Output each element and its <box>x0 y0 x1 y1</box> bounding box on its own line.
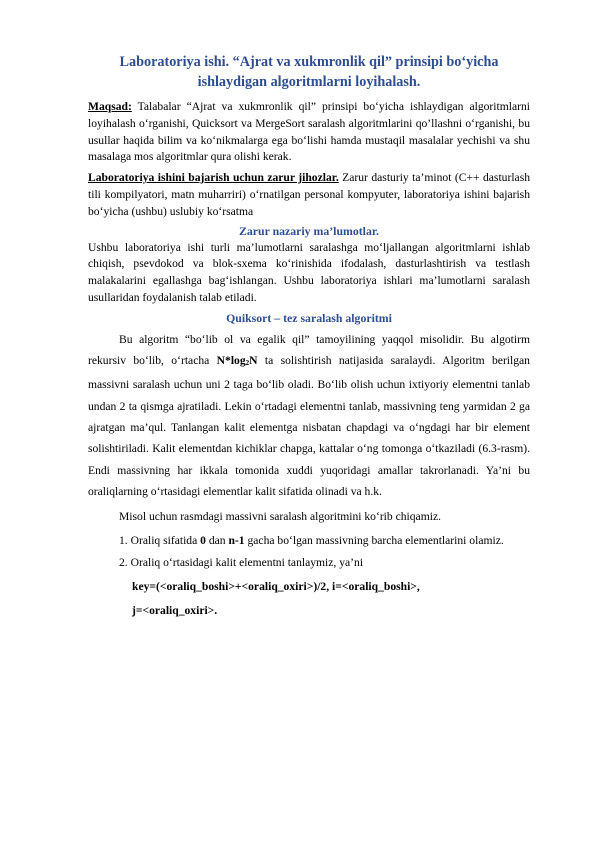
step1-text-c: dan <box>205 534 229 548</box>
document-title <box>88 52 530 92</box>
qs-text-before: Bu algoritm “bo‘lib ol va egalik qil” tamoyilining yaqqol misolidir. Bu algotirm rekursiv bo‘lib, o‘rtacha <box>88 332 530 368</box>
code-line-2: j=<oraliq_oxiri>. <box>132 604 218 618</box>
formula-part-a: N*log <box>216 354 246 368</box>
formula-part-b: N <box>249 354 258 368</box>
complexity-formula <box>217 354 258 367</box>
quicksort-heading: Quiksort – tez saralash algoritmi <box>226 310 392 325</box>
qs-text-after: ta solishtirish natijasida saralaydi. Algoritm berilgan massivni saralash uchun uni 2 taga bo‘lib oladi. Bo‘lib olish uchun ixtiyoriy elementni tanlab undan 2 ta qismga ajratiladi. Lekin o‘rtadagi elementni tanlab, massivning teng yarmidan 2 ga ajratgan ma’qul. Tanlangan kalit elementga nisbatan chapdagi va o‘ngdagi har bir element solishtiriladi. Kalit elementdan kichiklar chapga, kattalar o‘ng tomonga o‘tkaziladi (6.3-rasm). Endi massivning har ikkala tomonida xuddi yuqoridagi amallar takrorlanadi. Ya’ni bu oraliqlarning o‘rtasidagi elementlar kalit sifatida olinadi va h.k. <box>88 354 530 498</box>
step1-end-index: n-1 <box>228 534 245 548</box>
step-1 <box>88 530 530 551</box>
nazariy-heading: Zarur nazariy ma’lumotlar. <box>239 223 379 238</box>
jihozlar-text: Zarur dasturiy ta’minot (C++ dasturlash tili kompilyatori, matn muharriri) o‘rnatilgan personal kompyuter, laboratoriya ishini bajarish bo‘yicha (ushbu) uslubiy ko‘rsatma <box>88 171 530 218</box>
step1-start-index: 0 <box>200 534 206 548</box>
step-2: 2. Oraliq o‘rtasidagi kalit elementni tanlaymiz, ya’ni <box>119 555 364 569</box>
step1-text-a: 1. Oraliq sifatida <box>119 534 201 548</box>
title-line-1: Laboratoriya ishi. “Ajrat va xukmronlik qil” prinsipi bo‘yicha <box>119 54 499 70</box>
title-line-2: ishlaydigan algoritmlarni loyihalash. <box>197 74 421 90</box>
maqsad-label: Maqsad: <box>88 100 132 113</box>
document-page <box>88 52 530 622</box>
example-paragraph: Misol uchun rasmdagi massivni saralash algoritmini ko‘rib chiqamiz. <box>119 510 441 524</box>
code-line-1: key=(<oraliq_boshi>+<oraliq_oxiri>)/2, i=<oraliq_boshi>, <box>132 580 420 594</box>
step1-text-e: gacha bo‘lgan massivning barcha elementlarini olamiz. <box>244 534 504 548</box>
jihozlar-label: Laboratoriya ishini bajarish uchun zarur jihozlar. <box>88 171 339 185</box>
jihozlar-paragraph <box>88 170 530 220</box>
nazariy-paragraph: Ushbu laboratoriya ishi turli ma’lumotlarni saralashga mo‘ljallangan algoritmlarni ishlab chiqish, psevdokod va blok-sxema ko‘rinishida ifodalash, dasturlashtirish va testlash malakalarini egallashga bag‘ishlangan. Ushbu laboratoriya ishlari ma’lumotlarni saralash usullaridan foydalanish talab etiladi. <box>88 240 530 304</box>
maqsad-paragraph <box>88 99 530 166</box>
maqsad-text: Talabalar “Ajrat va xukmronlik qil” prinsipi bo‘yicha ishlaydigan algoritmlarni loyihalash o‘rganishi, Quicksort va MergeSort saralash algoritmlarini qo’llashni o‘rganishi, bu usullar haqida bilim va ko‘nikmalarga ega bo‘lishi hamda mustaqil masalalar yechishi va shu masalaga mos algoritmlar qura olishi kerak. <box>88 100 530 164</box>
quicksort-paragraph <box>88 329 530 502</box>
formula-subscript: 2 <box>245 359 250 368</box>
